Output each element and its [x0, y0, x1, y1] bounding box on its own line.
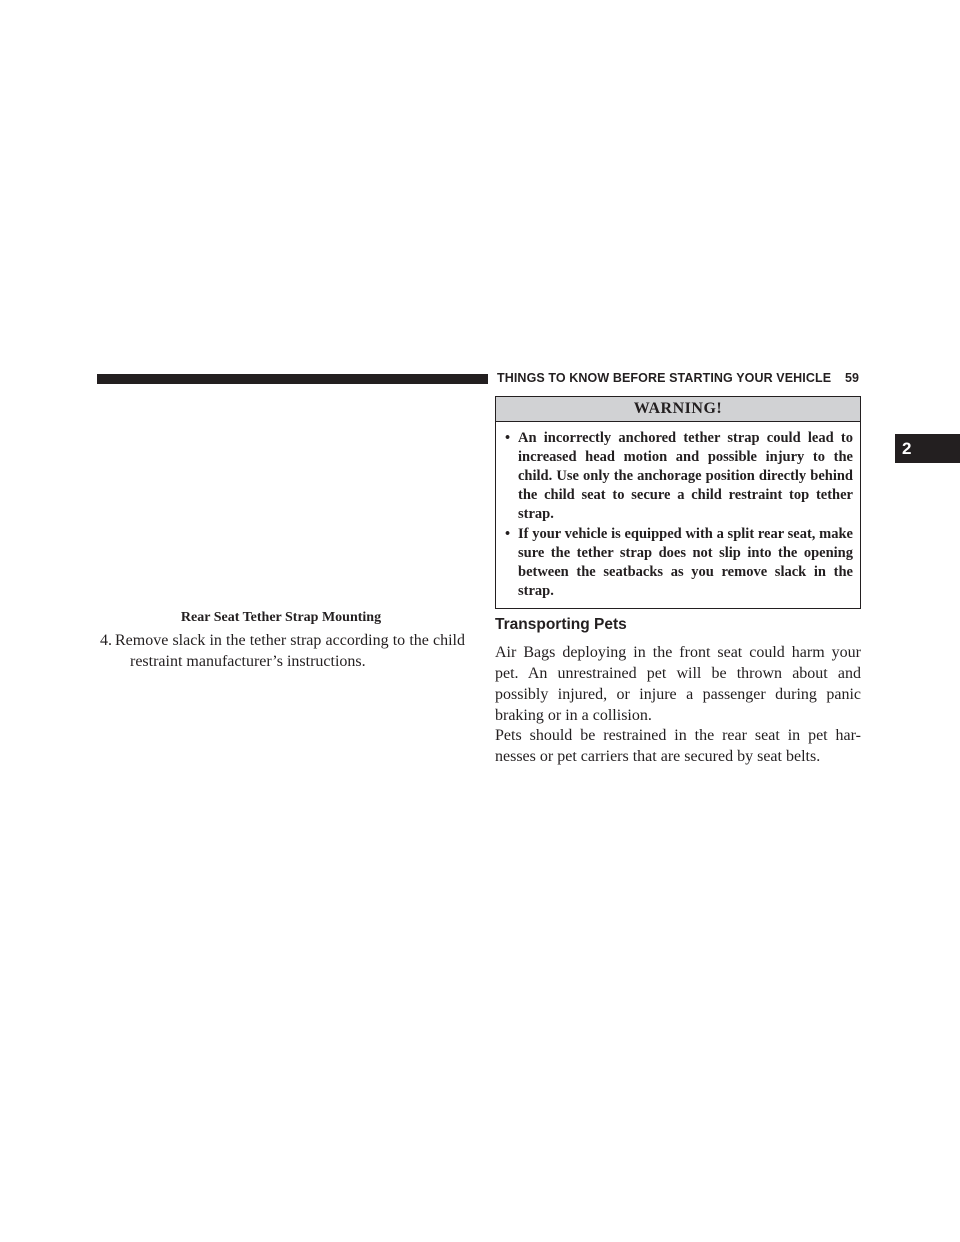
bullet-icon: • — [505, 430, 511, 446]
warning-item-text: An incorrectly anchored tether strap could lead to increased head motion and possible injury to the child. Use only the anchorage position directly behind the child seat to secure a child restraint top tether strap. — [518, 430, 853, 522]
figure-caption: Rear Seat Tether Strap Mounting — [180, 610, 382, 625]
chapter-tab: 2 — [895, 434, 960, 463]
warning-item-text: If your vehicle is equipped with a split rear seat, make sure the tether strap does not slip into the opening between the seatbacks as you remove slack in the strap. — [518, 526, 853, 599]
section-heading: Transporting Pets — [495, 616, 627, 633]
page-number: 59 — [845, 371, 859, 385]
warning-list — [496, 422, 860, 601]
warning-item — [505, 525, 853, 601]
figure-placeholder — [97, 395, 465, 605]
running-header-title: THINGS TO KNOW BEFORE STARTING YOUR VEHICLE — [497, 371, 832, 385]
warning-box — [495, 396, 861, 609]
bullet-icon: • — [505, 526, 511, 542]
body-paragraph: Pets should be restrained in the rear seat in pet har-nesses or pet carriers that are secured by seat belts. — [495, 727, 861, 765]
instruction-step — [100, 630, 465, 672]
header-rule — [97, 374, 488, 384]
body-paragraph: Air Bags deploying in the front seat could harm your pet. An unrestrained pet will be thrown about and possibly injured, or injure a passenger during panic braking or in a collision. — [495, 644, 861, 724]
warning-item — [505, 429, 853, 524]
step-number: 4. — [100, 632, 112, 649]
step-text: Remove slack in the tether strap according to the child restraint manufacturer’s instructions. — [115, 632, 465, 670]
warning-title: WARNING! — [496, 397, 860, 422]
